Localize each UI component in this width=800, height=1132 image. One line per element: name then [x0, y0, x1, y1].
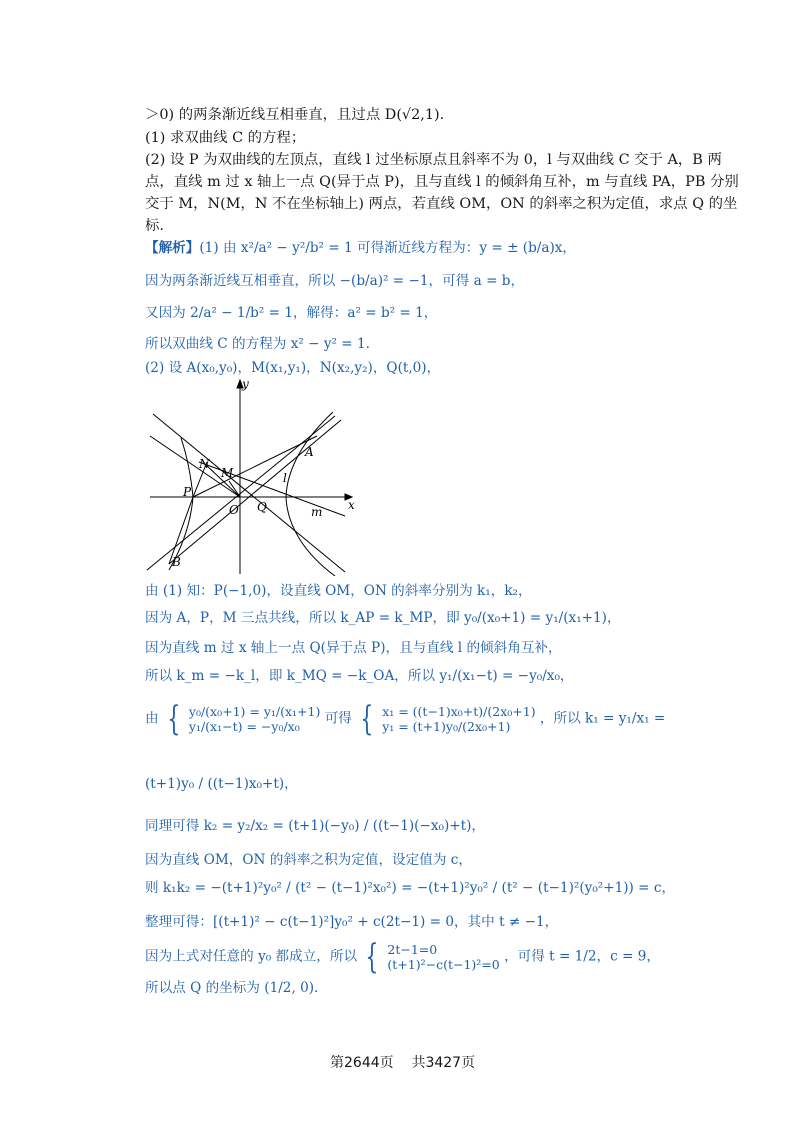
equation-system-1: y₀/(x₀+1) = y₁/(x₁+1) y₁/(x₁−t) = −y₀/x₀	[188, 704, 321, 734]
solution-step-10-mid: 可得	[324, 710, 352, 727]
page-footer	[330, 1052, 475, 1072]
question-line-1: ＞0) 的两条渐近线互相垂直，且过点 D(√2,1).	[145, 107, 445, 123]
solution-step-8: 因为直线 m 过 x 轴上一点 Q(异于点 P)，且与直线 l 的倾斜角互补，	[145, 640, 562, 656]
solution-step-9: 所以 k_m = −k_l，即 k_MQ = −k_OA，所以 y₁/(x₁−t) = −y₀/x₀，	[145, 668, 574, 684]
equation-system-2: x₁ = ((t−1)x₀+t)/(2x₀+1) y₁ = (t+1)y₀/(2x₀+1)	[382, 704, 536, 734]
solution-step-12: 同理可得 k₂ = y₂/x₂ = (t+1)(−y₀) / ((t−1)(−x₀)+t)，	[145, 818, 486, 834]
label-N: N	[199, 457, 210, 471]
solution-step-3: 又因为 2/a² − 1/b² = 1，解得：a² = b² = 1，	[145, 305, 438, 321]
page-total: 共3427页	[411, 1055, 476, 1071]
solution-line-1	[145, 240, 576, 256]
question-line-6: 标.	[145, 218, 164, 234]
label-l: l	[283, 471, 287, 485]
solution-step-14: 则 k₁k₂ = −(t+1)²y₀² / (t² − (t−1)²x₀²) = −(t+1)²y₀² / (t² − (t−1)²(y₀²+1)) = c，	[145, 880, 676, 896]
solution-tag: 【解析】	[145, 240, 200, 256]
solution-step-10-prefix: 由	[145, 710, 159, 727]
solution-step-2: 因为两条渐近线互相垂直，所以 −(b/a)² = −1，可得 a = b，	[145, 273, 525, 289]
solution-step-15: 整理可得：[(t+1)² − c(t−1)²]y₀² + c(2t−1) = 0，其中 t ≠ −1，	[145, 914, 559, 930]
label-m: m	[311, 505, 323, 519]
solution-step-10-suffix: ，所以 k₁ = y₁/x₁ =	[539, 710, 666, 727]
solution-step-10	[145, 699, 666, 739]
question-part-2: (2) 设 P 为双曲线的左顶点，直线 l 过坐标原点且斜率不为 0，l 与双曲线 C 交于 A，B 两	[145, 152, 722, 168]
solution-step-11: (t+1)y₀ / ((t−1)x₀+t)，	[145, 776, 298, 792]
label-Q: Q	[257, 500, 267, 514]
left-brace: {	[167, 699, 181, 739]
solution-step-4: 所以双曲线 C 的方程为 x² − y² = 1.	[145, 336, 370, 352]
solution-step-17: 所以点 Q 的坐标为 (1/2, 0).	[145, 980, 319, 996]
label-M: M	[221, 466, 234, 480]
label-y: y	[242, 377, 249, 391]
label-A: A	[305, 445, 314, 459]
solution-step-13: 因为直线 OM，ON 的斜率之积为定值，设定值为 c，	[145, 852, 472, 868]
equation-system-3: 2t−1=0 (t+1)²−c(t−1)²=0	[387, 942, 500, 972]
question-line-5: 交于 M，N(M，N 不在坐标轴上) 两点，若直线 OM，ON 的斜率之积为定值，求点 Q 的坐	[145, 196, 738, 212]
label-O: O	[229, 503, 239, 517]
question-line-4: 点，直线 m 过 x 轴上一点 Q(异于点 P)，且与直线 l 的倾斜角互补，m 与直线 PA，PB 分别	[145, 174, 739, 190]
solution-step-16	[145, 937, 661, 977]
label-B: B	[172, 555, 181, 569]
solution-step-1: (1) 由 x²/a² − y²/b² = 1 可得渐近线方程为：y = ± (b/a)x，	[199, 240, 577, 256]
left-brace: {	[360, 699, 374, 739]
solution-step-5: (2) 设 A(x₀,y₀)，M(x₁,y₁)，N(x₂,y₂)，Q(t,0)，	[145, 360, 441, 376]
label-x: x	[348, 498, 355, 512]
page-number: 第2644页	[330, 1055, 394, 1071]
left-brace: {	[365, 937, 379, 977]
question-part-1: (1) 求双曲线 C 的方程；	[145, 130, 306, 146]
solution-step-16-suffix: ，可得 t = 1/2，c = 9，	[504, 948, 661, 965]
solution-step-16-prefix: 因为上式对任意的 y₀ 都成立，所以	[145, 948, 358, 965]
solution-step-7: 因为 A，P，M 三点共线，所以 k_AP = k_MP，即 y₀/(x₀+1) = y₁/(x₁+1)，	[145, 610, 621, 626]
hyperbola-figure	[145, 376, 360, 576]
label-P: P	[183, 485, 192, 499]
solution-step-6: 由 (1) 知：P(−1,0)，设直线 OM，ON 的斜率分别为 k₁，k₂，	[145, 583, 532, 599]
